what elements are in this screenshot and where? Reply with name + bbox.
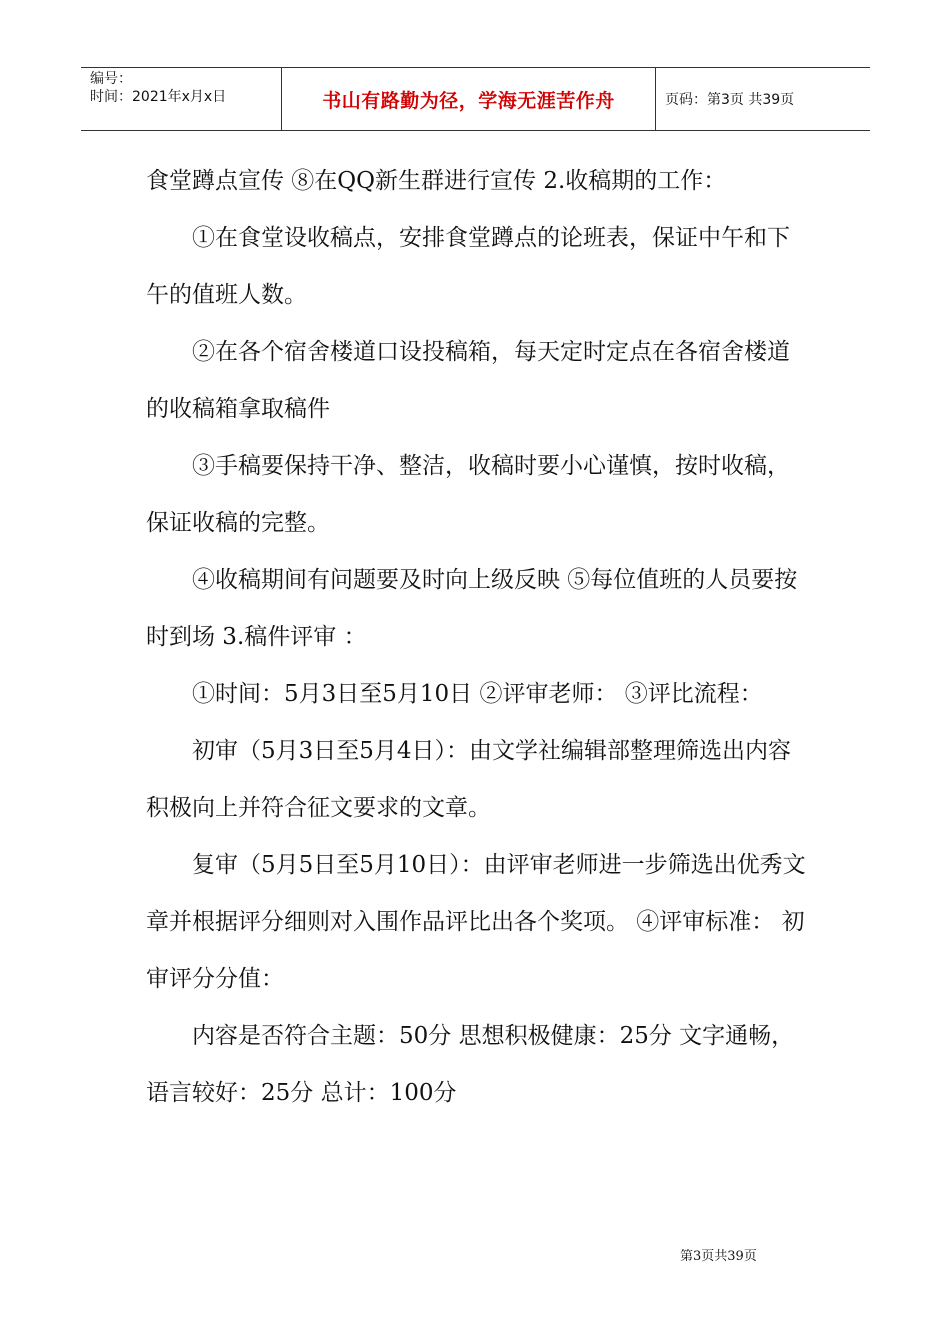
paragraph: 初审（5月3日至5月4日）：由文学社编辑部整理筛选出内容积极向上并符合征文要求的文章。: [146, 738, 792, 821]
paragraph: 食堂蹲点宣传 ⑧在QQ新生群进行宣传 2.收稿期的工作：: [146, 168, 727, 194]
document-body: [146, 153, 811, 1122]
paragraph: 复审（5月5日至5月10日）：由评审老师进一步筛选出优秀文章并根据评分细则对入围作品评比出各个奖项。 ④评审标准： 初审评分分值：: [146, 852, 806, 992]
page-header: [81, 67, 870, 131]
document-time-label: 时间：2021年x月x日: [90, 89, 227, 105]
paragraph: ②在各个宿舍楼道口设投稿箱，每天定时定点在各宿舍楼道的收稿箱拿取稿件: [146, 339, 790, 422]
paragraph: ①时间：5月3日至5月10日 ②评审老师： ③评比流程：: [192, 681, 763, 707]
header-motto-cell: [282, 68, 656, 130]
header-motto: 书山有路勤为径，学海无涯苦作舟: [322, 89, 615, 112]
header-page-number: 页码：第3页 共39页: [665, 92, 795, 108]
paragraph: ①在食堂设收稿点，安排食堂蹲点的论班表，保证中午和下午的值班人数。: [146, 225, 790, 308]
paragraph: 内容是否符合主题：50分 思想积极健康：25分 文字通畅，语言较好：25分 总计：100分: [146, 1023, 795, 1106]
paragraph: ④收稿期间有问题要及时向上级反映 ⑤每位值班的人员要按时到场 3.稿件评审 ：: [146, 567, 798, 650]
document-number-label: 编号：: [90, 71, 132, 87]
footer-page-number: 第3页共39页: [680, 1249, 757, 1264]
paragraph: ③手稿要保持干净、整洁，收稿时要小心谨慎，按时收稿，保证收稿的完整。: [146, 453, 790, 536]
page-footer: [680, 1245, 840, 1264]
header-meta-cell: [81, 68, 282, 130]
header-page-cell: [656, 68, 870, 130]
